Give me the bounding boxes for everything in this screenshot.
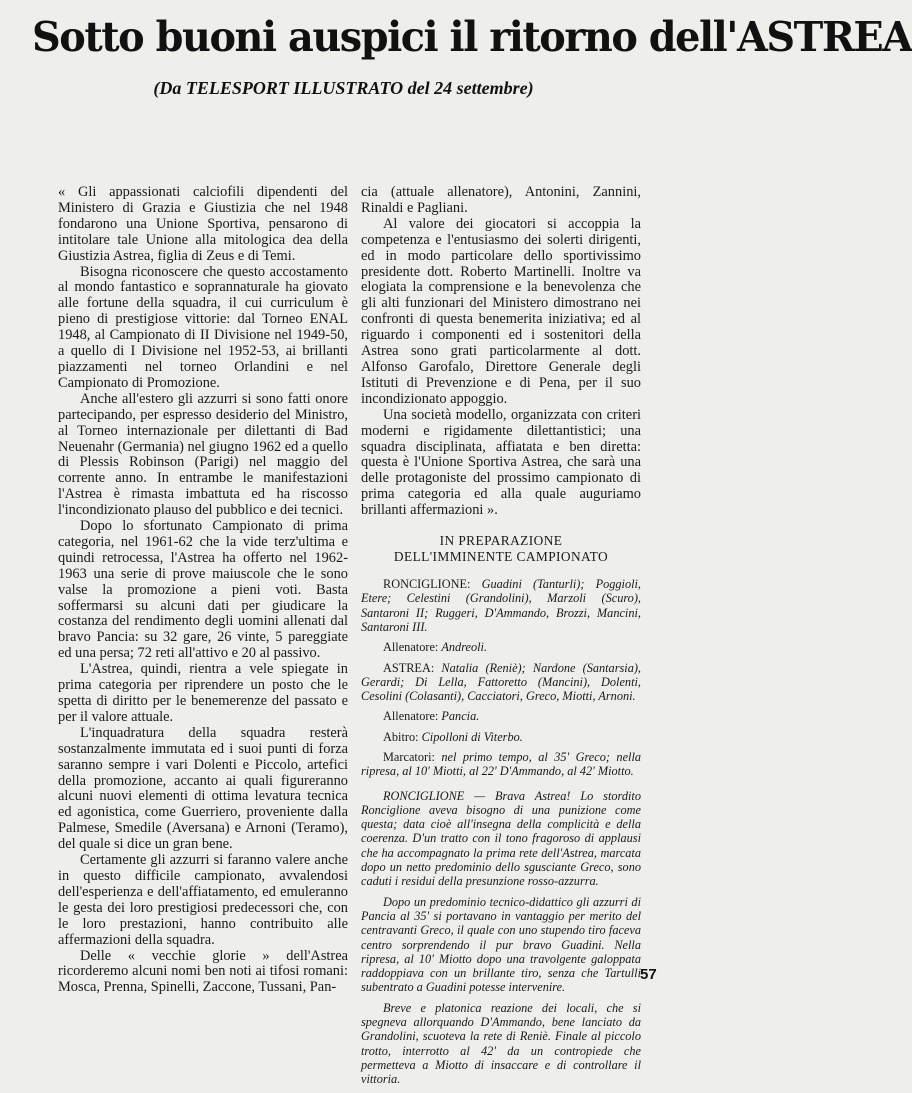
referee-label: Abitro:: [383, 729, 419, 744]
left-column: [58, 185, 348, 996]
team-label: RONCIGLIONE:: [383, 577, 471, 592]
paragraph: L'Astrea, quindi, rientra a vele spiegate in prima categoria per riprendere un posto che le spetta di diritto per le benemerenze del passato e per il valore attuale.: [58, 661, 348, 725]
paragraph: Anche all'estero gli azzurri si sono fatti onore partecipando, per espresso desiderio del Ministro, al Torneo internazionale per dilettanti di Bad Neuenahr (Germania) nel giugno 1962 ed a quello di Plessis Robinson (Parigi) nel maggio del corrente anno. In entrambe le manifestazioni l'Astrea è rimasta imbattuta ed ha riscosso l'incondizionato plauso del pubblico e dei tecnici.: [58, 390, 348, 519]
paragraph: L'inquadratura della squadra resterà sostanzalmente immutata ed i suoi punti di forza saranno sempre i vari Dolenti e Piccolo, artefici della promozione, accanto ai quali figureranno alcuni nuovi elementi di ottima levatura tecnica ed agonistica, come Guerriero, proveniente dalla Palmese, Smedile (Aversana) e Arnoni (Teramo), del quale si dice un gran bene.: [58, 724, 348, 853]
preview-heading-line2: DELL'IMMINENTE CAMPIONATO: [393, 549, 609, 565]
referee: [361, 730, 641, 744]
match-report-paragraph: Dopo un predominio tecnico-didattico gli azzurri di Pancia al 35' si portavano in vantaggio per merito del centravanti Greco, il quale con uno stupendo tiro faceva centro sorprendendo il pur bravo Guadini. Nella ripresa, al 10' Miotto dopo una travolgente galoppata raddoppiava con un brillante tiro, senza che Tartulli subentrato a Guadini potesse intervenire.: [361, 894, 641, 995]
paragraph: Dopo lo sfortunato Campionato di prima categoria, nel 1961-62 che la vide terz'ultima e quindi retrocessa, l'Astrea ha offerto nel 1962-1963 una serie di prove maiuscole che le sono valse la promozione a pieni voti. Basta soffermarsi su alcuni dati per giudicare la costanza del rendimento degli uomini allenati dal bravo Pancia: su 32 gare, 26 vinte, 5 pareggiate ed una persa; 72 reti all'attivo e 20 al passivo.: [58, 518, 348, 662]
referee-name: Cipolloni di Viterbo.: [421, 729, 523, 744]
coach-name: Andreoli.: [441, 640, 488, 655]
team-label: ASTREA:: [383, 660, 435, 675]
paragraph: « Gli appassionati calciofili dipendenti del Ministero di Grazia e Giustizia che nel 1948 fondarono una Unione Sportiva, pensarono di intitolare tale Unione alla mitologica dea della Giustizia Astrea, figlia di Zeus e di Temi.: [58, 184, 348, 264]
team-players: Guadini (Tanturli); Poggioli, Etere; Celestini (Grandolini), Marzoli (Scuro), Santaroni II; Ruggeri, D'Ammando, Brozzi, Mancini, Santaroni III.: [361, 577, 642, 634]
article-subtitle: (Da TELESPORT ILLUSTRATO del 24 settembre): [153, 78, 534, 98]
scorers: [361, 750, 641, 779]
right-column: [361, 185, 641, 1093]
paragraph: Al valore dei giocatori si accoppia la competenza e l'entusiasmo dei solerti dirigenti, ed in modo particolare dello sportivissimo presidente dott. Roberto Martinelli. Inoltre va elogiata la comprensione e la benevolenza che gli alti funzionari del Ministero dimostrano nei confronti di questa benemerita iniziativa; ed al riguardo i componenti ed i sostenitori della Astrea sono grati particolarmente al dott. Alfonso Garofalo, Direttore Generale degli Istituti di Prevenzione e di Pena, per il suo incondizionato appoggio.: [361, 215, 641, 407]
coach-label: Allenatore:: [383, 709, 439, 724]
paragraph: cia (attuale allenatore), Antonini, Zannini, Rinaldi e Pagliani.: [361, 184, 641, 216]
team-players: Natalia (Reniè); Nardone (Santarsia), Gerardi; Di Lella, Fattoretto (Mancini), Dolenti, Cesolini (Colasanti), Cacciatori, Greco, Miotti, Arnoni.: [361, 660, 642, 704]
preview-heading: [361, 533, 641, 565]
article-title: Sotto buoni auspici il ritorno dell'ASTREA: [32, 13, 912, 61]
paragraph: Bisogna riconoscere che questo accostamento al mondo fantastico e soprannaturale ha giovato alle fortune della squadra, il cui curriculum è pieno di prestigiose vittorie: dal Torneo ENAL 1948, al Campionato di II Divisione nel 1949-50, a quello di I Divisione nel 1952-53, ai brillanti piazzamenti nel torneo Orlandini e nel Campionato di Promozione.: [58, 263, 348, 391]
coach-label: Allenatore:: [383, 640, 439, 655]
ronciglione-coach: [361, 640, 641, 654]
paragraph: Certamente gli azzurri si faranno valere anche in questo difficile campionato, avvalendosi dell'esperienza e dell'affiatamento, ed emuleranno le gesta dei loro prestigiosi predecessori che, con le loro prestazioni, hanno contribuito alle affermazioni della squadra.: [58, 852, 348, 948]
scorers-label: Marcatori:: [383, 750, 435, 764]
coach-name: Pancia.: [441, 709, 480, 724]
astrea-lineup: [361, 661, 641, 704]
match-report-paragraph: RONCIGLIONE — Brava Astrea! Lo stordito Ronciglione aveva bisogno di una punizione come questa; data cioè all'insegna della complicità e della coerenza. D'un tratto con il tono fragoroso di applausi che ha accompagnato la prima rete dell'Astrea, marcata dopo un netto predominio dello sgusciante Greco, sono caduti i residui della presunzione rosso-azzurra.: [361, 788, 641, 889]
page-number: 57: [640, 966, 657, 983]
astrea-coach: [361, 709, 641, 723]
preview-heading-line1: IN PREPARAZIONE: [439, 533, 563, 549]
match-report-paragraph: Breve e platonica reazione dei locali, che si spegneva allorquando D'Ammando, bene lanciato da Grandolini, scuoteva la rete di Reniè. Finale al piccolo trotto, interrotto al 42' da un contropiede che permetteva a Miotto di insaccare e di controllare il vittoria.: [361, 1000, 641, 1087]
paragraph: Delle « vecchie glorie » dell'Astrea ricorderemo alcuni nomi ben noti ai tifosi romani: Mosca, Prenna, Spinelli, Zaccone, Tussani, Pan-: [58, 947, 348, 996]
scorers-list: nel primo tempo, al 35' Greco; nella ripresa, al 10' Miotti, al 22' D'Ammando, al 42' Miotto.: [361, 750, 642, 779]
ronciglione-lineup: [361, 577, 641, 634]
paragraph: Una società modello, organizzata con criteri moderni e rigidamente dilettantistici; una squadra disciplinata, affiatata e ben diretta: questa è l'Unione Sportiva Astrea, che sarà una delle protagoniste del prossimo campionato di prima categoria ed alla quale auguriamo brillanti affermazioni ».: [361, 406, 641, 519]
